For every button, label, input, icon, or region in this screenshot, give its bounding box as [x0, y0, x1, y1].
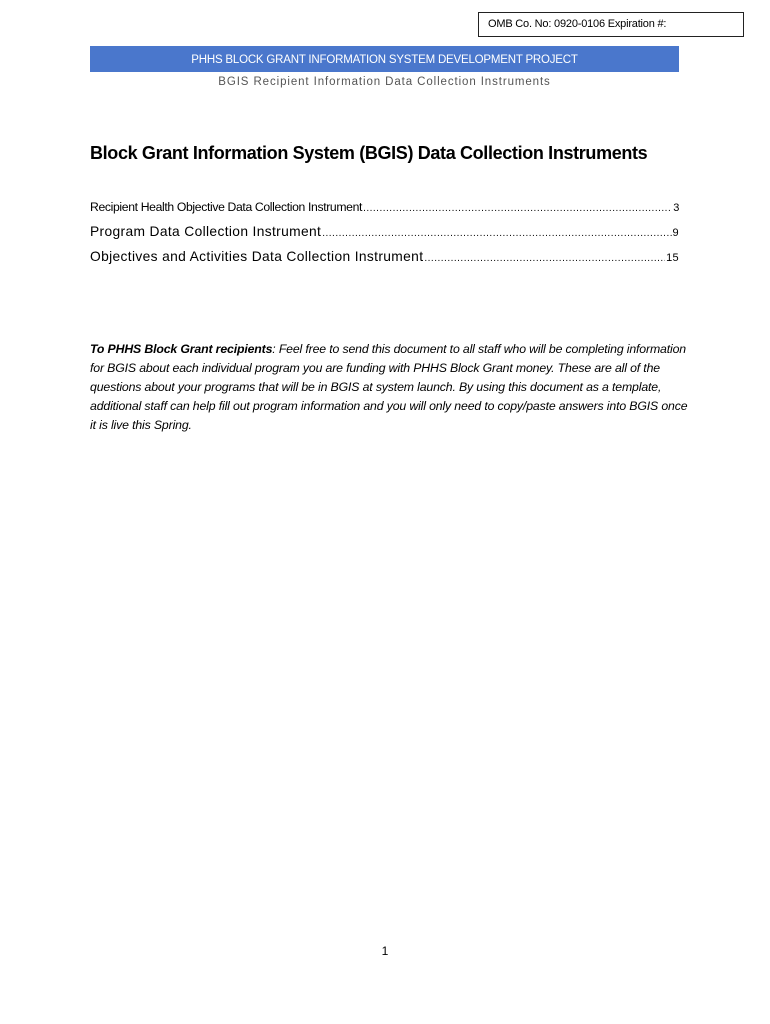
omb-number-text: OMB Co. No: 0920-0106 Expiration #: — [488, 18, 667, 30]
omb-number-box — [478, 12, 744, 37]
toc-entry-objectives-activities[interactable] — [90, 249, 679, 264]
toc-entry-label: Recipient Health Objective Data Collection Instrument — [90, 200, 363, 214]
toc-dot-leader — [363, 203, 672, 214]
toc-dot-leader — [424, 253, 665, 264]
project-banner-text: PHHS BLOCK GRANT INFORMATION SYSTEM DEVELOPMENT PROJECT — [191, 54, 578, 66]
document-subtitle: BGIS Recipient Information Data Collection Instruments — [218, 76, 551, 88]
recipient-note — [90, 340, 690, 435]
toc-dot-leader — [322, 228, 671, 239]
toc-entry-recipient-health[interactable] — [90, 200, 679, 214]
toc-entry-program-data[interactable] — [90, 224, 679, 239]
toc-page-number: 15 — [666, 252, 679, 264]
page-number: 1 — [381, 944, 389, 958]
recipient-note-body: : Feel free to send this document to all staff who will be completing information for BGIS about each individual program you are funding with PHHS Block Grant money. These are all of the questions about your programs that will be in BGIS at system launch. By using this document as a template, additional staff can help fill out program information and you will only need to copy/paste answers into BGIS once it is live this Spring. — [90, 342, 688, 432]
toc-page-number: 3 — [673, 202, 679, 214]
project-banner — [90, 46, 679, 72]
toc-entry-label: Program Data Collection Instrument — [90, 224, 322, 239]
toc-page-number: 9 — [672, 227, 679, 239]
recipient-note-lead: To PHHS Block Grant recipients — [90, 342, 273, 356]
document-title: Block Grant Information System (BGIS) Data Collection Instruments — [90, 143, 648, 163]
toc-entry-label: Objectives and Activities Data Collection Instrument — [90, 249, 424, 264]
